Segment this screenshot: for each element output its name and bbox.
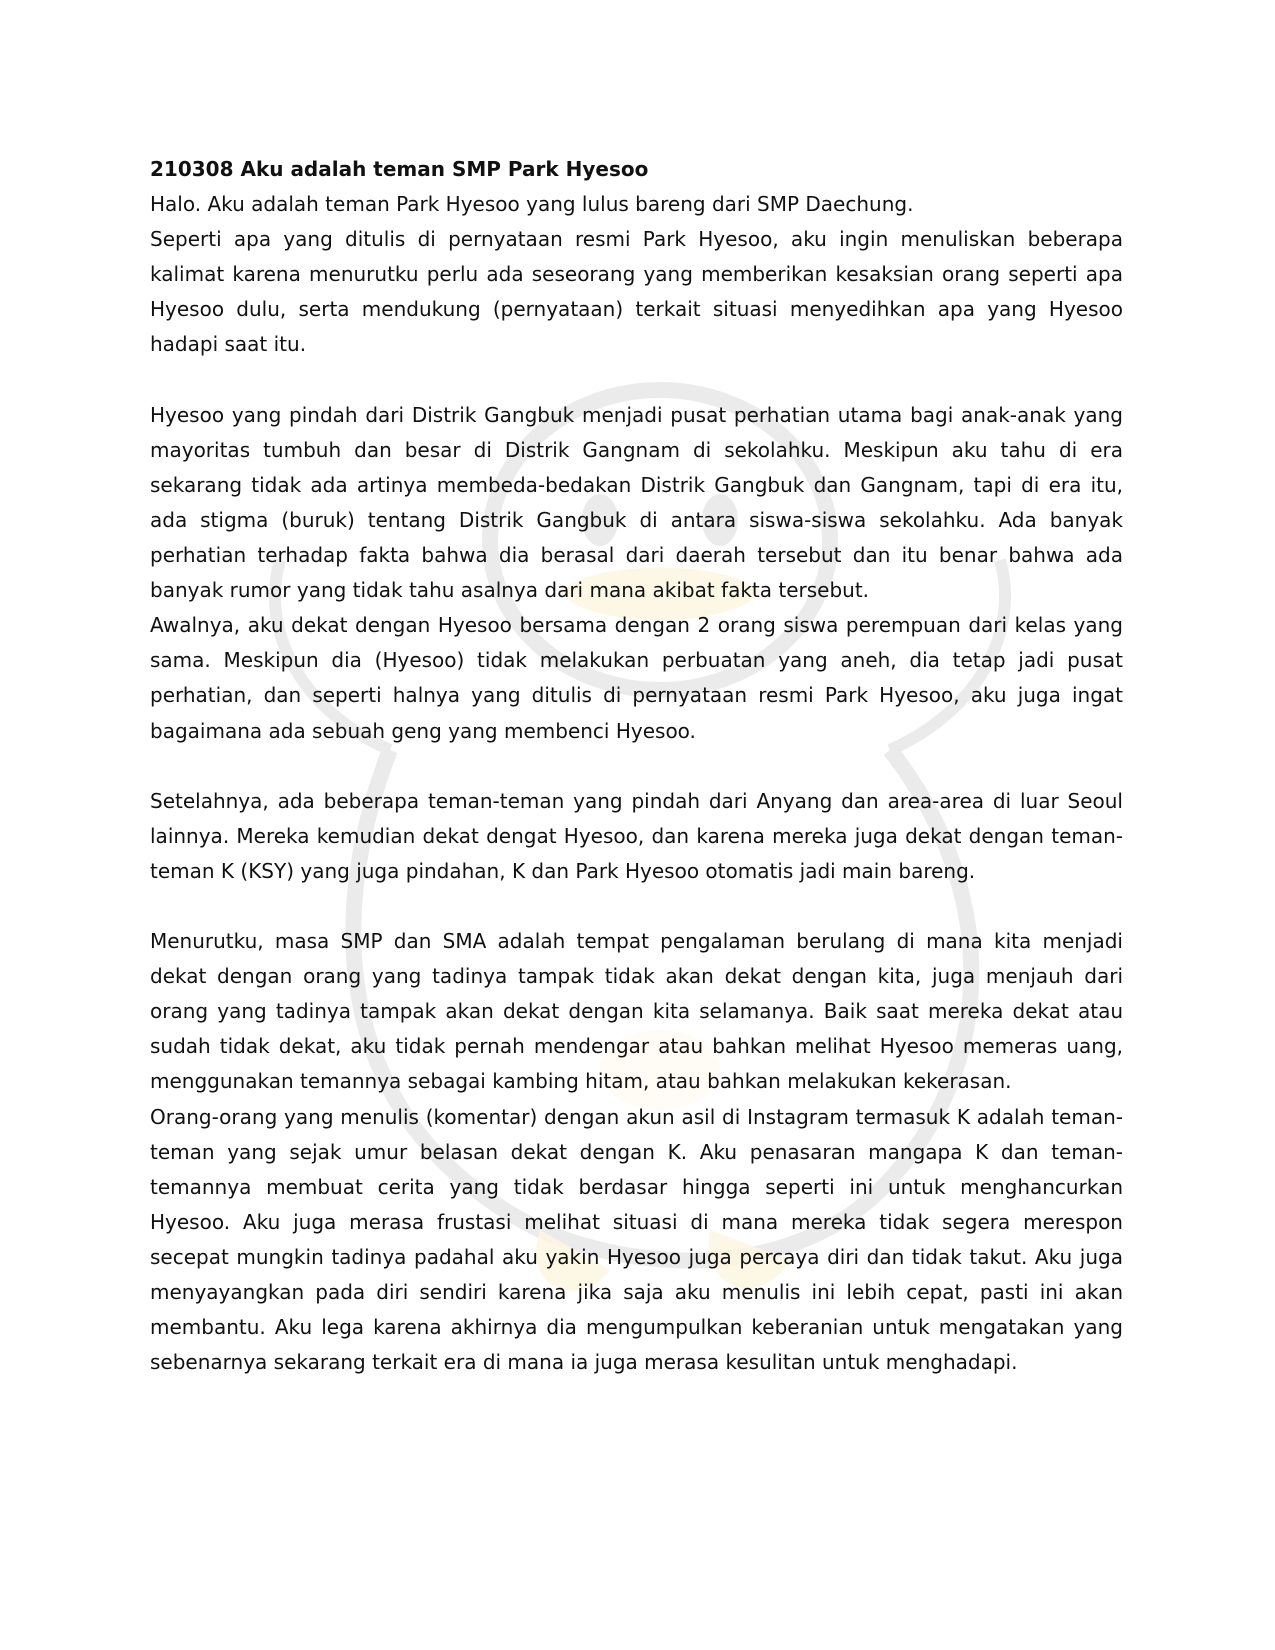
paragraph-awalnya: Awalnya, aku dekat dengan Hyesoo bersama dengan 2 orang siswa perempuan dari kelas yang sama. Meskipun dia (Hyesoo) tidak melakukan perbuatan yang aneh, dia tetap jadi pusat perhatian, dan seperti halnya yang ditulis di pernyataan resmi Park Hyesoo, aku juga ingat bagaimana ada sebuah geng yang membenci Hyesoo.: [150, 613, 1123, 743]
paragraph-spacer: [150, 363, 1123, 398]
paragraph-spacer: [150, 749, 1123, 784]
document-title: 210308 Aku adalah teman SMP Park Hyesoo: [150, 157, 649, 181]
paragraph-setelahnya: Setelahnya, ada beberapa teman-teman yang pindah dari Anyang dan area-area di luar Seoul lainnya. Mereka kemudian dekat dengat Hyesoo, dan karena mereka juga dekat dengan teman-teman K (KSY) yang juga pindahan, K dan Park Hyesoo otomatis jadi main bareng.: [150, 788, 1123, 883]
paragraph-greeting: Halo. Aku adalah teman Park Hyesoo yang lulus bareng dari SMP Daechung.: [150, 192, 914, 217]
paragraph-intro: Seperti apa yang ditulis di pernyataan resmi Park Hyesoo, aku ingin menuliskan beberapa kalimat karena menurutku perlu ada seseorang yang memberikan kesaksian orang seperti apa Hyesoo dulu, serta mendukung (pernyataan) terkait situasi menyedihkan apa yang Hyesoo hadapi saat itu.: [150, 227, 1123, 357]
paragraph-menurutku: Menurutku, masa SMP dan SMA adalah tempat pengalaman berulang di mana kita menjadi dekat dengan orang yang tadinya tampak tidak akan dekat dengan kita, juga menjauh dari orang yang tadinya tampak akan dekat dengan kita selamanya. Baik saat mereka dekat atau sudah tidak dekat, aku tidak pernah mendengar atau bahkan melihat Hyesoo memeras uang, menggunakan temannya sebagai kambing hitam, atau bahkan melakukan kekerasan.: [150, 929, 1123, 1094]
paragraph-orang-orang: Orang-orang yang menulis (komentar) dengan akun asil di Instagram termasuk K adalah teman-teman yang sejak umur belasan dekat dengan K. Aku penasaran mangapa K dan teman-temannya membuat cerita yang tidak berdasar hingga seperti ini untuk menghancurkan Hyesoo. Aku juga merasa frustasi melihat situasi di mana mereka tidak segera merespon secepat mungkin tadinya padahal aku yakin Hyesoo juga percaya diri dan tidak takut. Aku juga menyayangkan pada diri sendiri karena jika saja aku menulis ini lebih cepat, pasti ini akan membantu. Aku lega karena akhirnya dia mengumpulkan keberanian untuk mengatakan yang sebenarnya sekarang terkait era di mana ia juga merasa kesulitan untuk menghadapi.: [150, 1104, 1123, 1375]
paragraph-gangbuk: Hyesoo yang pindah dari Distrik Gangbuk menjadi pusat perhatian utama bagi anak-anak yang mayoritas tumbuh dan besar di Distrik Gangnam di sekolahku. Meskipun aku tahu di era sekarang tidak ada artinya membeda-bedakan Distrik Gangbuk dan Gangnam, tapi di era itu, ada stigma (buruk) tentang Distrik Gangbuk di antara siswa-siswa sekolahku. Ada banyak perhatian terhadap fakta bahwa dia berasal dari daerah tersebut dan itu benar bahwa ada banyak rumor yang tidak tahu asalnya dari mana akibat fakta tersebut.: [150, 402, 1123, 603]
document-page: [150, 152, 1123, 1380]
paragraph-spacer: [150, 889, 1123, 924]
